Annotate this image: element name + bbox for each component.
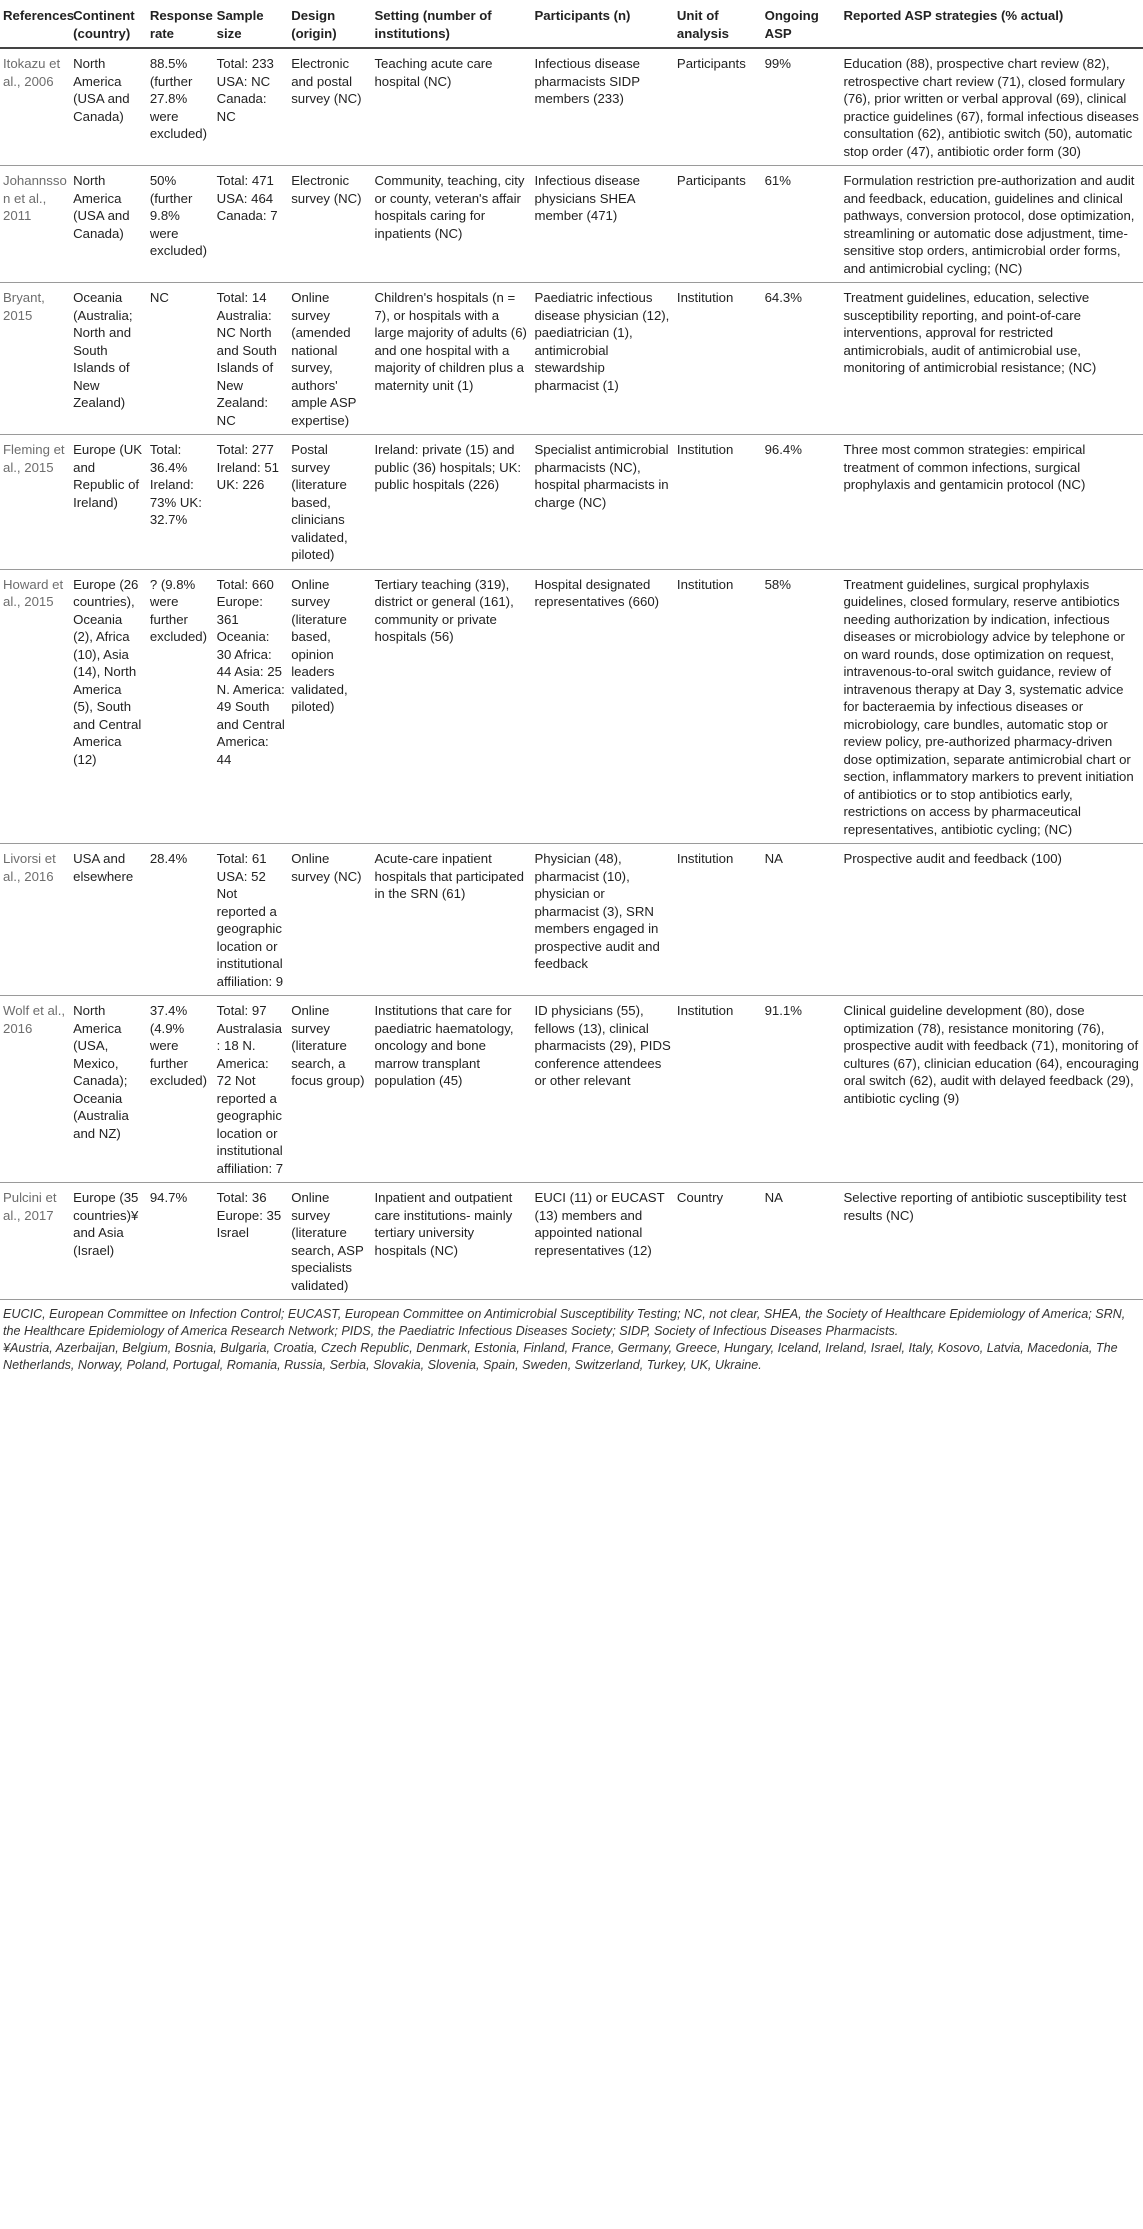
- cell-design: Electronic and postal survey (NC): [288, 48, 371, 166]
- cell-strategies: Formulation restriction pre-authorization and audit and feedback, education, guidelines and clinical pathways, conversion protocol, dose optimization, streamlining or automatic dose adjustment, time-sensitive stop orders, antimicrobial order forms, and antimicrobial cycling; (NC): [840, 166, 1143, 283]
- header-response-rate: Response rate: [147, 0, 214, 48]
- cell-continent: Europe (26 countries), Oceania (2), Africa (10), Asia (14), North America (5), South and Central America (12): [70, 569, 147, 844]
- cell-ongoing: 58%: [762, 569, 841, 844]
- header-design: Design (origin): [288, 0, 371, 48]
- cell-sample-size: Total: 14 Australia: NC North and South Islands of New Zealand: NC: [214, 283, 289, 435]
- cell-ongoing: 91.1%: [762, 996, 841, 1183]
- table-footnote: [0, 1300, 1143, 1374]
- cell-participants: Hospital designated representatives (660): [531, 569, 673, 844]
- cell-unit: Institution: [674, 844, 762, 996]
- cell-unit: Institution: [674, 435, 762, 570]
- cell-continent: Europe (UK and Republic of Ireland): [70, 435, 147, 570]
- cell-response-rate: Total: 36.4% Ireland: 73% UK: 32.7%: [147, 435, 214, 570]
- cell-ongoing: 61%: [762, 166, 841, 283]
- cell-response-rate: ? (9.8% were further excluded): [147, 569, 214, 844]
- cell-setting: Teaching acute care hospital (NC): [371, 48, 531, 166]
- cell-setting: Ireland: private (15) and public (36) hospitals; UK: public hospitals (226): [371, 435, 531, 570]
- header-references: References: [0, 0, 70, 48]
- cell-continent: USA and elsewhere: [70, 844, 147, 996]
- cell-sample-size: Total: 660 Europe: 361 Oceania: 30 Africa: 44 Asia: 25 N. America: 49 South and Central America: 44: [214, 569, 289, 844]
- cell-continent: North America (USA and Canada): [70, 48, 147, 166]
- cell-design: Online survey (literature based, opinion leaders validated, piloted): [288, 569, 371, 844]
- cell-ongoing: 96.4%: [762, 435, 841, 570]
- cell-setting: Acute-care inpatient hospitals that participated in the SRN (61): [371, 844, 531, 996]
- cell-participants: Physician (48), pharmacist (10), physician or pharmacist (3), SRN members engaged in prospective audit and feedback: [531, 844, 673, 996]
- cell-sample-size: Total: 233 USA: NC Canada: NC: [214, 48, 289, 166]
- table-row: [0, 166, 1143, 283]
- cell-unit: Institution: [674, 569, 762, 844]
- cell-setting: Inpatient and outpatient care institutions- mainly tertiary university hospitals (NC): [371, 1183, 531, 1300]
- footnote-countries: ¥Austria, Azerbaijan, Belgium, Bosnia, Bulgaria, Croatia, Czech Republic, Denmark, Estonia, Finland, France, Germany, Greece, Hungary, Iceland, Ireland, Israel, Italy, Kosovo, Latvia, Macedonia, The Netherlands, Norway, Poland, Portugal, Romania, Russia, Serbia, Slovakia, Slovenia, Spain, Sweden, Switzerland, Turkey, UK, Ukraine.: [3, 1341, 1118, 1372]
- cell-design: Online survey (NC): [288, 844, 371, 996]
- table-row: [0, 569, 1143, 844]
- cell-continent: Oceania (Australia; North and South Islands of New Zealand): [70, 283, 147, 435]
- cell-response-rate: 50% (further 9.8% were excluded): [147, 166, 214, 283]
- cell-participants: Infectious disease pharmacists SIDP members (233): [531, 48, 673, 166]
- table-header-row: [0, 0, 1143, 48]
- cell-strategies: Treatment guidelines, education, selective susceptibility reporting, and point-of-care interventions, approval for restricted antimicrobials, audit of antimicrobial use, monitoring of antimicrobial resistance; (NC): [840, 283, 1143, 435]
- cell-strategies: Clinical guideline development (80), dose optimization (78), resistance monitoring (76), prospective audit with feedback (71), monitoring of cultures (67), clinician education (64), encouraging oral switch (62), audit with delayed feedback (29), antibiotic cycling (9): [840, 996, 1143, 1183]
- cell-setting: Tertiary teaching (319), district or general (161), community or private hospitals (56): [371, 569, 531, 844]
- cell-participants: Infectious disease physicians SHEA member (471): [531, 166, 673, 283]
- cell-strategies: Selective reporting of antibiotic susceptibility test results (NC): [840, 1183, 1143, 1300]
- table-row: [0, 1183, 1143, 1300]
- cell-continent: Europe (35 countries)¥ and Asia (Israel): [70, 1183, 147, 1300]
- table-row: [0, 435, 1143, 570]
- cell-reference: Itokazu et al., 2006: [0, 48, 70, 166]
- cell-participants: Specialist antimicrobial pharmacists (NC), hospital pharmacists in charge (NC): [531, 435, 673, 570]
- cell-design: Postal survey (literature based, clinicians validated, piloted): [288, 435, 371, 570]
- cell-response-rate: 94.7%: [147, 1183, 214, 1300]
- cell-design: Online survey (amended national survey, authors' ample ASP expertise): [288, 283, 371, 435]
- cell-setting: Community, teaching, city or county, veteran's affair hospitals caring for inpatients (NC): [371, 166, 531, 283]
- header-setting: Setting (number of institutions): [371, 0, 531, 48]
- cell-reference: Fleming et al., 2015: [0, 435, 70, 570]
- table-row: [0, 48, 1143, 166]
- header-ongoing-asp: Ongoing ASP: [762, 0, 841, 48]
- cell-setting: Children's hospitals (n = 7), or hospitals with a large majority of adults (6) and one hospital with a majority of children plus a maternity unit (1): [371, 283, 531, 435]
- cell-design: Online survey (literature search, ASP specialists validated): [288, 1183, 371, 1300]
- header-unit-of-analysis: Unit of analysis: [674, 0, 762, 48]
- cell-continent: North America (USA and Canada): [70, 166, 147, 283]
- cell-sample-size: Total: 471 USA: 464 Canada: 7: [214, 166, 289, 283]
- header-strategies: Reported ASP strategies (% actual): [840, 0, 1143, 48]
- cell-reference: Howard et al., 2015: [0, 569, 70, 844]
- cell-ongoing: 99%: [762, 48, 841, 166]
- table-row: [0, 996, 1143, 1183]
- cell-response-rate: NC: [147, 283, 214, 435]
- header-sample-size: Sample size: [214, 0, 289, 48]
- cell-participants: EUCI (11) or EUCAST (13) members and appointed national representatives (12): [531, 1183, 673, 1300]
- footnote-abbreviations: EUCIC, European Committee on Infection Control; EUCAST, European Committee on Antimicrobial Susceptibility Testing; NC, not clear, SHEA, the Society of Healthcare Epidemiology of America; SRN, the Healthcare Epidemiology of America Research Network; PIDS, the Paediatric Infectious Diseases Society; SIDP, Society of Infectious Diseases Pharmacists.: [3, 1307, 1126, 1338]
- cell-reference: Wolf et al., 2016: [0, 996, 70, 1183]
- cell-reference: Pulcini et al., 2017: [0, 1183, 70, 1300]
- table-row: [0, 844, 1143, 996]
- cell-response-rate: 28.4%: [147, 844, 214, 996]
- cell-reference: Livorsi et al., 2016: [0, 844, 70, 996]
- cell-strategies: Prospective audit and feedback (100): [840, 844, 1143, 996]
- cell-sample-size: Total: 61 USA: 52 Not reported a geographic location or institutional affiliation: 9: [214, 844, 289, 996]
- cell-unit: Country: [674, 1183, 762, 1300]
- table-row: [0, 283, 1143, 435]
- cell-response-rate: 37.4% (4.9% were further excluded): [147, 996, 214, 1183]
- cell-sample-size: Total: 36 Europe: 35 Israel: [214, 1183, 289, 1300]
- header-participants: Participants (n): [531, 0, 673, 48]
- cell-unit: Institution: [674, 283, 762, 435]
- cell-unit: Participants: [674, 166, 762, 283]
- cell-design: Electronic survey (NC): [288, 166, 371, 283]
- cell-ongoing: 64.3%: [762, 283, 841, 435]
- cell-design: Online survey (literature search, a focus group): [288, 996, 371, 1183]
- cell-ongoing: NA: [762, 844, 841, 996]
- cell-reference: Johannsson et al., 2011: [0, 166, 70, 283]
- cell-reference: Bryant, 2015: [0, 283, 70, 435]
- cell-sample-size: Total: 97 Australasia: 18 N. America: 72 Not reported a geographic location or institutional affiliation: 7: [214, 996, 289, 1183]
- cell-response-rate: 88.5% (further 27.8% were excluded): [147, 48, 214, 166]
- header-continent: Continent (country): [70, 0, 147, 48]
- cell-strategies: Three most common strategies: empirical treatment of common infections, surgical prophylaxis and gentamicin protocol (NC): [840, 435, 1143, 570]
- cell-continent: North America (USA, Mexico, Canada); Oceania (Australia and NZ): [70, 996, 147, 1183]
- cell-unit: Participants: [674, 48, 762, 166]
- cell-sample-size: Total: 277 Ireland: 51 UK: 226: [214, 435, 289, 570]
- cell-ongoing: NA: [762, 1183, 841, 1300]
- cell-strategies: Education (88), prospective chart review (82), retrospective chart review (71), closed formulary (76), prior written or verbal approval (69), clinical practice guidelines (67), formal infectious diseases consultation (62), antibiotic switch (50), automatic stop order (47), antibiotic order form (30): [840, 48, 1143, 166]
- cell-setting: Institutions that care for paediatric haematology, oncology and bone marrow transplant population (45): [371, 996, 531, 1183]
- cell-strategies: Treatment guidelines, surgical prophylaxis guidelines, closed formulary, reserve antibiotics needing authorization by indication, infectious diseases or microbiology advice by telephone or on ward rounds, dose optimization on request, intravenous-to-oral switch guidance, review of intravenous therapy at Day 3, systematic advice for bacteraemia by infectious diseases or microbiology, care bundles, automatic stop or review policy, pre-authorized pharmacy-driven dose optimization, separate antimicrobial chart or section, inflammatory markers to prevent initiation of antibiotics or to stop antibiotics early, restrictions on access by pharmaceutical representatives, antibiotic cycling; (NC): [840, 569, 1143, 844]
- cell-participants: Paediatric infectious disease physician (12), paediatrician (1), antimicrobial stewardship pharmacist (1): [531, 283, 673, 435]
- cell-unit: Institution: [674, 996, 762, 1183]
- cell-participants: ID physicians (55), fellows (13), clinical pharmacists (29), PIDS conference attendees or other relevant: [531, 996, 673, 1183]
